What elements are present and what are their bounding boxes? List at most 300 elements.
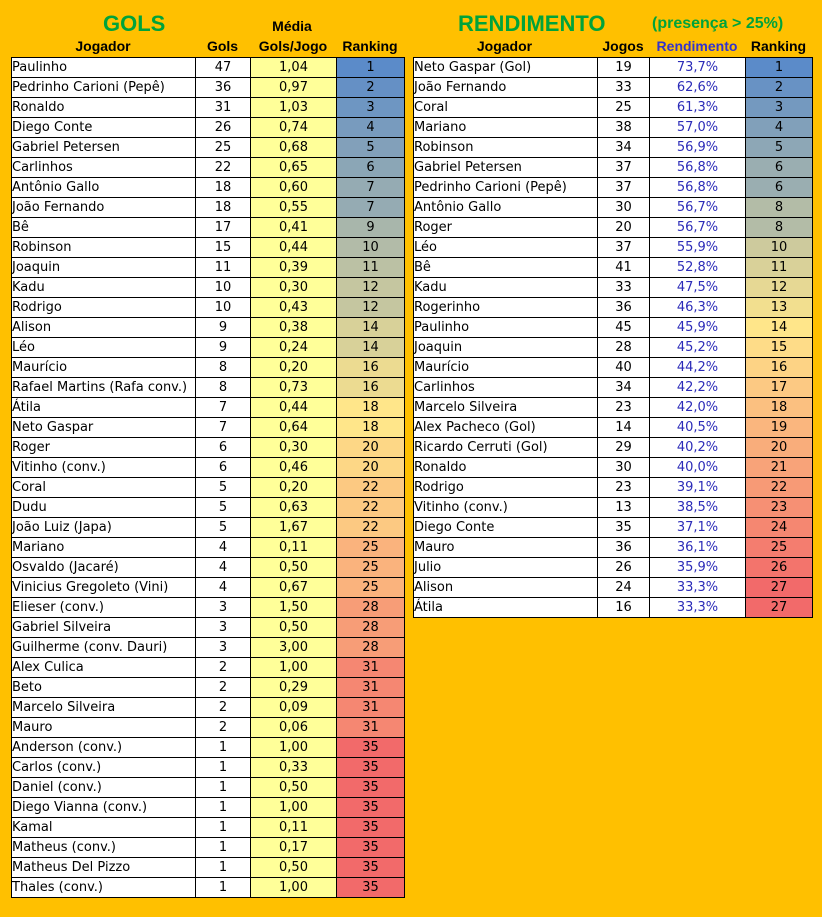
goals-cell: 7: [196, 418, 251, 438]
player-name-cell: Bê: [12, 218, 196, 238]
goals-per-game-cell: 0,20: [251, 358, 337, 378]
performance-cell: 45,9%: [650, 318, 746, 338]
player-name-cell: Julio: [414, 558, 598, 578]
goals-per-game-cell: 0,30: [251, 278, 337, 298]
player-name-cell: Matheus Del Pizzo: [12, 858, 196, 878]
ranking-cell: 14: [337, 338, 405, 358]
gols-ranking-header: Ranking: [342, 38, 398, 54]
player-name-cell: Carlinhos: [12, 158, 196, 178]
player-name-cell: Paulinho: [414, 318, 598, 338]
ranking-cell: 22: [337, 498, 405, 518]
goals-cell: 47: [196, 58, 251, 78]
goals-per-game-cell: 1,00: [251, 798, 337, 818]
performance-cell: 62,6%: [650, 78, 746, 98]
ranking-cell: 8: [746, 218, 813, 238]
player-name-cell: Matheus (conv.): [12, 838, 196, 858]
ranking-cell: 27: [746, 598, 813, 618]
table-row: [414, 98, 813, 118]
goals-cell: 15: [196, 238, 251, 258]
ranking-cell: 12: [337, 298, 405, 318]
player-name-cell: Dudu: [12, 498, 196, 518]
ranking-cell: 24: [746, 518, 813, 538]
goals-per-game-cell: 0,60: [251, 178, 337, 198]
table-row: [12, 838, 405, 858]
ranking-cell: 31: [337, 678, 405, 698]
goals-per-game-cell: 3,00: [251, 638, 337, 658]
table-row: [414, 438, 813, 458]
goals-per-game-cell: 0,44: [251, 398, 337, 418]
table-row: [414, 598, 813, 618]
table-row: [12, 378, 405, 398]
ranking-cell: 22: [337, 518, 405, 538]
table-row: [12, 478, 405, 498]
ranking-cell: 35: [337, 758, 405, 778]
table-row: [414, 198, 813, 218]
goals-per-game-cell: 0,30: [251, 438, 337, 458]
player-name-cell: Carlinhos: [414, 378, 598, 398]
goals-per-game-cell: 0,65: [251, 158, 337, 178]
ranking-cell: 6: [746, 178, 813, 198]
goals-cell: 2: [196, 698, 251, 718]
goals-per-game-cell: 1,67: [251, 518, 337, 538]
goals-cell: 6: [196, 458, 251, 478]
goals-cell: 7: [196, 398, 251, 418]
table-row: [414, 218, 813, 238]
table-row: [414, 298, 813, 318]
goals-cell: 1: [196, 798, 251, 818]
player-name-cell: Marcelo Silveira: [414, 398, 598, 418]
player-name-cell: Osvaldo (Jacaré): [12, 558, 196, 578]
ranking-cell: 28: [337, 638, 405, 658]
table-row: [414, 398, 813, 418]
table-row: [12, 578, 405, 598]
player-name-cell: Neto Gaspar (Gol): [414, 58, 598, 78]
goals-cell: 6: [196, 438, 251, 458]
goals-per-game-cell: 0,50: [251, 618, 337, 638]
player-name-cell: Carlos (conv.): [12, 758, 196, 778]
ranking-cell: 25: [746, 538, 813, 558]
ranking-cell: 35: [337, 778, 405, 798]
table-row: [12, 598, 405, 618]
ranking-cell: 35: [337, 858, 405, 878]
ranking-cell: 7: [337, 198, 405, 218]
player-name-cell: Alex Culica: [12, 658, 196, 678]
performance-cell: 40,0%: [650, 458, 746, 478]
performance-cell: 38,5%: [650, 498, 746, 518]
goals-cell: 1: [196, 838, 251, 858]
games-cell: 23: [598, 478, 650, 498]
goals-per-game-cell: 0,11: [251, 818, 337, 838]
goals-cell: 31: [196, 98, 251, 118]
goals-cell: 1: [196, 818, 251, 838]
goals-cell: 22: [196, 158, 251, 178]
player-name-cell: Coral: [414, 98, 598, 118]
goals-cell: 2: [196, 658, 251, 678]
goals-cell: 2: [196, 678, 251, 698]
table-row: [12, 738, 405, 758]
games-cell: 37: [598, 178, 650, 198]
ranking-cell: 31: [337, 718, 405, 738]
table-row: [12, 258, 405, 278]
performance-cell: 45,2%: [650, 338, 746, 358]
player-name-cell: João Luiz (Japa): [12, 518, 196, 538]
player-name-cell: Coral: [12, 478, 196, 498]
goals-per-game-cell: 0,67: [251, 578, 337, 598]
ranking-cell: 14: [746, 318, 813, 338]
goals-per-game-cell: 0,43: [251, 298, 337, 318]
ranking-cell: 35: [337, 838, 405, 858]
table-row: [12, 358, 405, 378]
ranking-cell: 22: [746, 478, 813, 498]
games-cell: 38: [598, 118, 650, 138]
ranking-cell: 22: [337, 478, 405, 498]
player-name-cell: Ronaldo: [12, 98, 196, 118]
goals-per-game-cell: 1,00: [251, 878, 337, 898]
goals-cell: 5: [196, 478, 251, 498]
goals-per-game-cell: 0,97: [251, 78, 337, 98]
performance-cell: 37,1%: [650, 518, 746, 538]
games-cell: 25: [598, 98, 650, 118]
goals-per-game-cell: 0,24: [251, 338, 337, 358]
table-row: [12, 778, 405, 798]
ranking-cell: 12: [337, 278, 405, 298]
games-cell: 13: [598, 498, 650, 518]
ranking-cell: 12: [746, 278, 813, 298]
table-row: [12, 198, 405, 218]
table-row: [12, 398, 405, 418]
games-cell: 35: [598, 518, 650, 538]
table-row: [414, 518, 813, 538]
goals-cell: 1: [196, 778, 251, 798]
ranking-cell: 20: [337, 458, 405, 478]
table-row: [12, 658, 405, 678]
games-cell: 34: [598, 138, 650, 158]
goals-cell: 1: [196, 738, 251, 758]
goals-per-game-cell: 1,50: [251, 598, 337, 618]
table-row: [414, 58, 813, 78]
gols-gols-header: Gols: [206, 38, 239, 54]
ranking-cell: 14: [337, 318, 405, 338]
table-row: [12, 138, 405, 158]
ranking-cell: 2: [337, 78, 405, 98]
table-row: [12, 558, 405, 578]
goals-per-game-cell: 0,50: [251, 778, 337, 798]
table-row: [12, 718, 405, 738]
performance-cell: 52,8%: [650, 258, 746, 278]
goals-cell: 1: [196, 858, 251, 878]
performance-cell: 40,2%: [650, 438, 746, 458]
games-cell: 36: [598, 538, 650, 558]
goals-cell: 3: [196, 618, 251, 638]
performance-cell: 56,7%: [650, 218, 746, 238]
ranking-cell: 20: [337, 438, 405, 458]
table-row: [12, 238, 405, 258]
goals-cell: 25: [196, 138, 251, 158]
table-row: [414, 458, 813, 478]
player-name-cell: Alison: [414, 578, 598, 598]
games-cell: 40: [598, 358, 650, 378]
table-row: [414, 78, 813, 98]
goals-per-game-cell: 0,63: [251, 498, 337, 518]
goals-cell: 10: [196, 278, 251, 298]
performance-cell: 56,9%: [650, 138, 746, 158]
player-name-cell: Marcelo Silveira: [12, 698, 196, 718]
goals-cell: 5: [196, 518, 251, 538]
goals-per-game-cell: 0,09: [251, 698, 337, 718]
ranking-cell: 19: [746, 418, 813, 438]
games-cell: 33: [598, 278, 650, 298]
player-name-cell: Ronaldo: [414, 458, 598, 478]
games-cell: 30: [598, 458, 650, 478]
table-row: [12, 518, 405, 538]
ranking-cell: 35: [337, 738, 405, 758]
player-name-cell: Rogerinho: [414, 298, 598, 318]
gols-media-header: Gols/Jogo: [258, 38, 328, 54]
player-name-cell: Robinson: [414, 138, 598, 158]
goals-cell: 18: [196, 178, 251, 198]
table-row: [414, 418, 813, 438]
table-row: [12, 498, 405, 518]
player-name-cell: Roger: [12, 438, 196, 458]
goals-per-game-cell: 0,74: [251, 118, 337, 138]
table-row: [12, 118, 405, 138]
table-row: [12, 178, 405, 198]
goals-per-game-cell: 0,17: [251, 838, 337, 858]
games-cell: 29: [598, 438, 650, 458]
goals-per-game-cell: 0,44: [251, 238, 337, 258]
table-row: [12, 538, 405, 558]
table-row: [12, 858, 405, 878]
table-row: [414, 118, 813, 138]
ranking-cell: 25: [337, 558, 405, 578]
player-name-cell: Léo: [12, 338, 196, 358]
player-name-cell: Pedrinho Carioni (Pepê): [12, 78, 196, 98]
table-row: [12, 98, 405, 118]
ranking-cell: 5: [746, 138, 813, 158]
player-name-cell: Maurício: [12, 358, 196, 378]
player-name-cell: Guilherme (conv. Dauri): [12, 638, 196, 658]
performance-cell: 57,0%: [650, 118, 746, 138]
player-name-cell: Roger: [414, 218, 598, 238]
games-cell: 20: [598, 218, 650, 238]
goals-per-game-cell: 0,11: [251, 538, 337, 558]
ranking-cell: 16: [337, 378, 405, 398]
goals-cell: 1: [196, 758, 251, 778]
ranking-cell: 3: [337, 98, 405, 118]
player-name-cell: Átila: [414, 598, 598, 618]
table-row: [414, 238, 813, 258]
performance-cell: 73,7%: [650, 58, 746, 78]
rend-rendimento-header: Rendimento: [656, 38, 738, 54]
performance-cell: 44,2%: [650, 358, 746, 378]
player-name-cell: Rafael Martins (Rafa conv.): [12, 378, 196, 398]
games-cell: 23: [598, 398, 650, 418]
player-name-cell: João Fernando: [414, 78, 598, 98]
player-name-cell: Mariano: [414, 118, 598, 138]
table-row: [414, 178, 813, 198]
table-row: [414, 538, 813, 558]
games-cell: 28: [598, 338, 650, 358]
rendimento-table: [413, 57, 813, 618]
player-name-cell: Antônio Gallo: [414, 198, 598, 218]
ranking-cell: 13: [746, 298, 813, 318]
ranking-cell: 20: [746, 438, 813, 458]
ranking-cell: 1: [337, 58, 405, 78]
player-name-cell: Bê: [414, 258, 598, 278]
goals-per-game-cell: 0,41: [251, 218, 337, 238]
table-row: [414, 578, 813, 598]
ranking-cell: 4: [746, 118, 813, 138]
ranking-cell: 2: [746, 78, 813, 98]
performance-cell: 33,3%: [650, 598, 746, 618]
ranking-cell: 18: [337, 398, 405, 418]
goals-cell: 3: [196, 598, 251, 618]
table-row: [12, 78, 405, 98]
goals-per-game-cell: 0,29: [251, 678, 337, 698]
player-name-cell: Diego Conte: [414, 518, 598, 538]
table-row: [12, 298, 405, 318]
player-name-cell: Beto: [12, 678, 196, 698]
ranking-cell: 11: [337, 258, 405, 278]
player-name-cell: Alison: [12, 318, 196, 338]
performance-cell: 33,3%: [650, 578, 746, 598]
player-name-cell: Maurício: [414, 358, 598, 378]
player-name-cell: Robinson: [12, 238, 196, 258]
player-name-cell: Anderson (conv.): [12, 738, 196, 758]
goals-per-game-cell: 0,73: [251, 378, 337, 398]
ranking-cell: 16: [337, 358, 405, 378]
table-row: [12, 638, 405, 658]
goals-cell: 3: [196, 638, 251, 658]
ranking-cell: 18: [746, 398, 813, 418]
ranking-cell: 6: [337, 158, 405, 178]
performance-cell: 56,8%: [650, 158, 746, 178]
ranking-cell: 10: [746, 238, 813, 258]
games-cell: 30: [598, 198, 650, 218]
player-name-cell: Diego Vianna (conv.): [12, 798, 196, 818]
performance-cell: 42,2%: [650, 378, 746, 398]
gols-media-header-top: Média: [272, 18, 312, 34]
goals-cell: 9: [196, 318, 251, 338]
goals-per-game-cell: 0,64: [251, 418, 337, 438]
games-cell: 41: [598, 258, 650, 278]
ranking-cell: 8: [746, 198, 813, 218]
performance-cell: 56,8%: [650, 178, 746, 198]
table-row: [414, 478, 813, 498]
ranking-cell: 5: [337, 138, 405, 158]
table-row: [12, 878, 405, 898]
ranking-cell: 6: [746, 158, 813, 178]
performance-cell: 36,1%: [650, 538, 746, 558]
goals-cell: 11: [196, 258, 251, 278]
goals-per-game-cell: 0,33: [251, 758, 337, 778]
table-row: [414, 498, 813, 518]
player-name-cell: Kadu: [414, 278, 598, 298]
player-name-cell: Pedrinho Carioni (Pepê): [414, 178, 598, 198]
ranking-cell: 28: [337, 618, 405, 638]
player-name-cell: Joaquin: [12, 258, 196, 278]
table-row: [12, 278, 405, 298]
ranking-cell: 25: [337, 538, 405, 558]
games-cell: 19: [598, 58, 650, 78]
player-name-cell: Gabriel Petersen: [414, 158, 598, 178]
games-cell: 14: [598, 418, 650, 438]
goals-cell: 4: [196, 538, 251, 558]
table-row: [12, 438, 405, 458]
ranking-cell: 3: [746, 98, 813, 118]
games-cell: 45: [598, 318, 650, 338]
goals-per-game-cell: 0,06: [251, 718, 337, 738]
performance-cell: 42,0%: [650, 398, 746, 418]
table-row: [12, 218, 405, 238]
ranking-cell: 18: [337, 418, 405, 438]
games-cell: 24: [598, 578, 650, 598]
player-name-cell: Joaquin: [414, 338, 598, 358]
goals-per-game-cell: 0,50: [251, 858, 337, 878]
performance-cell: 55,9%: [650, 238, 746, 258]
goals-per-game-cell: 1,04: [251, 58, 337, 78]
table-row: [12, 798, 405, 818]
goals-per-game-cell: 1,00: [251, 658, 337, 678]
goals-cell: 1: [196, 878, 251, 898]
performance-cell: 35,9%: [650, 558, 746, 578]
player-name-cell: Vinicius Gregoleto (Vini): [12, 578, 196, 598]
table-row: [414, 378, 813, 398]
ranking-cell: 31: [337, 698, 405, 718]
goals-per-game-cell: 0,55: [251, 198, 337, 218]
ranking-cell: 1: [746, 58, 813, 78]
games-cell: 37: [598, 158, 650, 178]
table-row: [12, 158, 405, 178]
goals-cell: 10: [196, 298, 251, 318]
player-name-cell: Elieser (conv.): [12, 598, 196, 618]
player-name-cell: Thales (conv.): [12, 878, 196, 898]
performance-cell: 47,5%: [650, 278, 746, 298]
performance-cell: 46,3%: [650, 298, 746, 318]
games-cell: 26: [598, 558, 650, 578]
ranking-cell: 4: [337, 118, 405, 138]
ranking-cell: 11: [746, 258, 813, 278]
player-name-cell: Neto Gaspar: [12, 418, 196, 438]
gols-title: GOLS: [103, 11, 166, 36]
games-cell: 34: [598, 378, 650, 398]
performance-cell: 56,7%: [650, 198, 746, 218]
goals-cell: 26: [196, 118, 251, 138]
table-row: [12, 698, 405, 718]
ranking-cell: 21: [746, 458, 813, 478]
player-name-cell: Gabriel Silveira: [12, 618, 196, 638]
rendimento-title: RENDIMENTO: [458, 11, 606, 36]
goals-per-game-cell: 0,50: [251, 558, 337, 578]
table-row: [12, 58, 405, 78]
table-row: [414, 158, 813, 178]
goals-per-game-cell: 0,38: [251, 318, 337, 338]
ranking-cell: 7: [337, 178, 405, 198]
table-row: [414, 358, 813, 378]
player-name-cell: Antônio Gallo: [12, 178, 196, 198]
ranking-cell: 15: [746, 338, 813, 358]
rend-jogador-header: Jogador: [476, 38, 533, 54]
player-name-cell: Mariano: [12, 538, 196, 558]
goals-per-game-cell: 0,39: [251, 258, 337, 278]
player-name-cell: Daniel (conv.): [12, 778, 196, 798]
ranking-cell: 31: [337, 658, 405, 678]
goals-cell: 17: [196, 218, 251, 238]
goals-cell: 18: [196, 198, 251, 218]
table-row: [12, 758, 405, 778]
goals-cell: 2: [196, 718, 251, 738]
player-name-cell: Átila: [12, 398, 196, 418]
